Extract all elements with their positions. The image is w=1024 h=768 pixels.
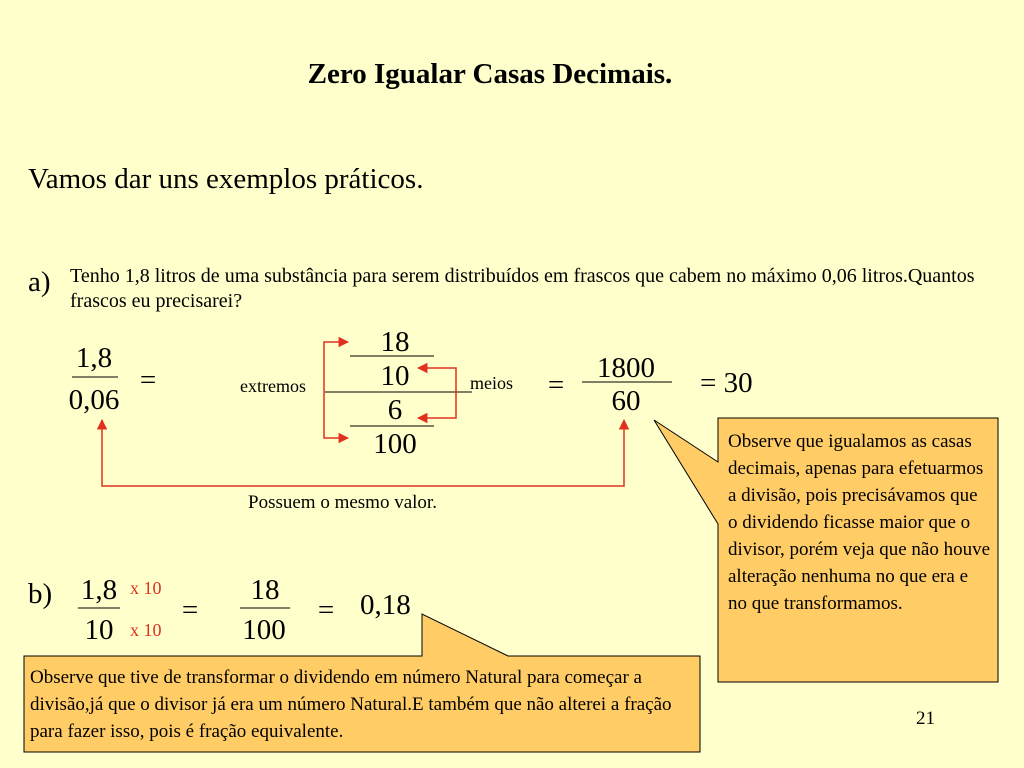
meios-arrow bbox=[418, 368, 456, 418]
result-a-denominator: 60 bbox=[611, 385, 641, 417]
label-extremos: extremos bbox=[240, 376, 306, 396]
equals-b-2: = bbox=[317, 594, 335, 626]
callout-right-shape bbox=[654, 418, 998, 682]
callout-bottom-shape bbox=[24, 614, 700, 752]
intro-text: Vamos dar uns exemplos práticos. bbox=[28, 163, 424, 195]
final-result-a: = 30 bbox=[700, 367, 753, 399]
example-a-problem: Tenho 1,8 litros de uma substância para serem distribuídos em frascos que cabem no máximo 0,06 litros.Quantos frascos eu precisarei? bbox=[70, 265, 975, 312]
stack-value-4: 100 bbox=[373, 428, 417, 460]
stack-value-1: 18 bbox=[380, 326, 410, 358]
multiplier-top: x 10 bbox=[130, 578, 162, 598]
callout-right-text: Observe que igualamos as casas decimais, apenas para efetuarmos a divisão, pois precisávamos que o dividendo ficasse maior que o divisor, porém veja que não houve alteração nenhuma no que era e no que transformamos. bbox=[728, 431, 991, 614]
page-number: 21 bbox=[916, 708, 935, 729]
same-value-note: Possuem o mesmo valor. bbox=[248, 492, 437, 513]
label-meios: meios bbox=[470, 373, 513, 393]
callout-bottom-text: Observe que tive de transformar o dividendo em número Natural para começar a divisão,já que o divisor já era um número Natural.E também que não alterei a fração para fazer isso, pois é fração equivalente. bbox=[30, 667, 672, 742]
equals-a-1: = bbox=[139, 364, 157, 396]
stack-value-3: 6 bbox=[387, 394, 403, 426]
fraction-b-result-numerator: 18 bbox=[250, 574, 280, 606]
fraction-a-numerator: 1,8 bbox=[75, 342, 113, 374]
example-b-label: b) bbox=[28, 578, 53, 610]
fraction-b-numerator: 1,8 bbox=[80, 574, 118, 606]
example-a-label: a) bbox=[28, 266, 51, 298]
result-a-numerator: 1800 bbox=[597, 352, 655, 384]
fraction-a-denominator: 0,06 bbox=[68, 384, 120, 416]
multiplier-bottom: x 10 bbox=[130, 620, 162, 640]
final-result-b: 0,18 bbox=[360, 589, 411, 621]
slide-title: Zero Igualar Casas Decimais. bbox=[307, 58, 673, 90]
extremos-arrow bbox=[324, 342, 348, 438]
fraction-b-denominator: 10 bbox=[84, 614, 114, 646]
fraction-b-result-denominator: 100 bbox=[242, 614, 286, 646]
equals-b-1: = bbox=[181, 594, 199, 626]
equals-a-2: = bbox=[547, 369, 565, 401]
stack-value-2: 10 bbox=[380, 360, 410, 392]
